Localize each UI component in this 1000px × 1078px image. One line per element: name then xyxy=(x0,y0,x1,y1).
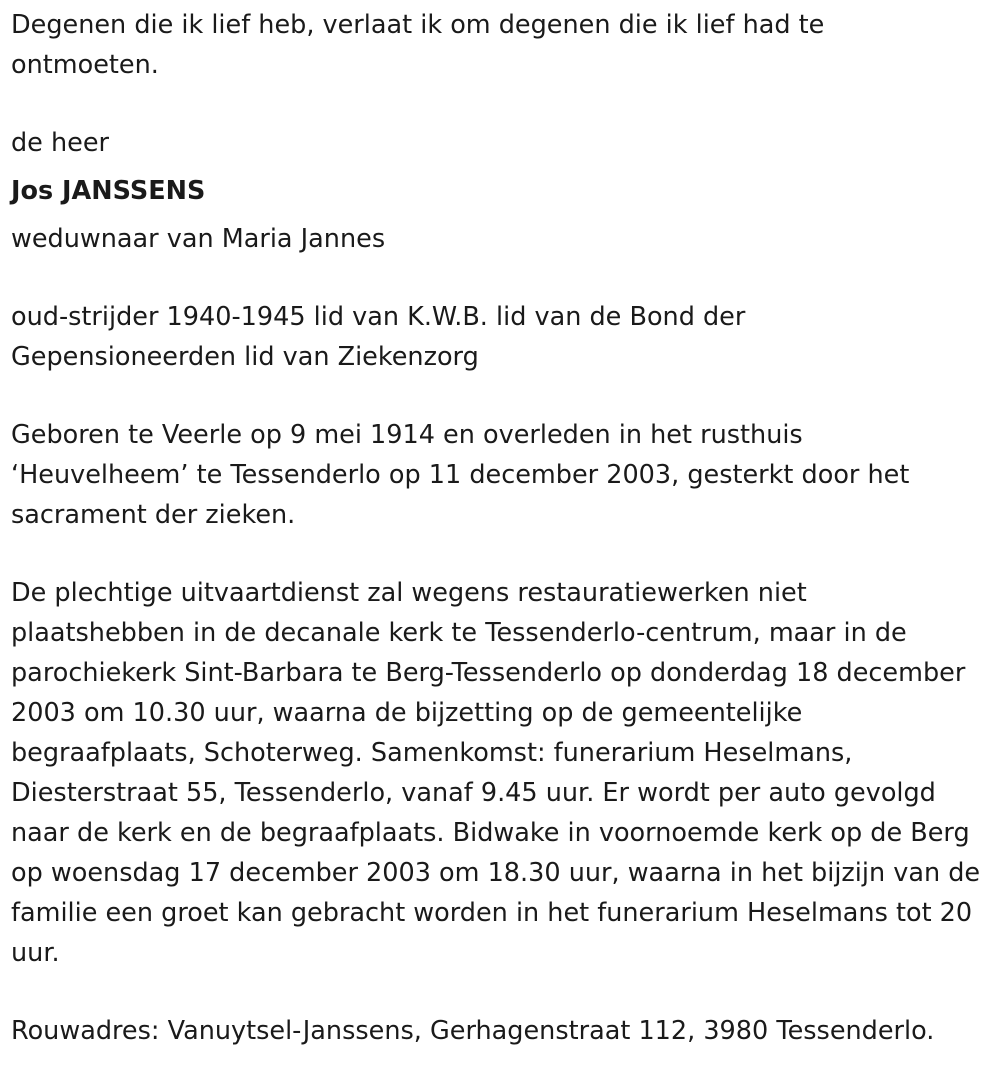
funeral-service-paragraph: De plechtige uitvaartdienst zal wegens restauratiewerken niet plaatshebben in de decanale kerk te Tessenderlo-centrum, maar in de parochiekerk Sint-Barbara te Berg-Tessenderlo op donderdag 18 december 2003 om 10.30 uur, waarna de bijzetting op de gemeentelijke begraafplaats, Schoterweg. Samenkomst: funerarium Heselmans, Diesterstraat 55, Tessenderlo, vanaf 9.45 uur. Er wordt per auto gevolgd naar de kerk en de begraafplaats. Bidwake in voornoemde kerk op de Berg op woensdag 17 december 2003 om 18.30 uur, waarna in het bijzijn van de familie een groet kan gebracht worden in het funerarium Heselmans tot 20 uur. xyxy=(11,578,981,968)
honorific-title: de heer xyxy=(11,128,110,158)
birth-death-paragraph: Geboren te Veerle op 9 mei 1914 en overleden in het rusthuis ‘Heuvelheem’ te Tessenderlo op 11 december 2003, gesterkt door het sacrament der zieken. xyxy=(11,420,910,530)
memberships-paragraph: oud-strijder 1940-1945 lid van K.W.B. lid van de Bond der Gepensioneerden lid van Ziekenzorg xyxy=(11,302,746,372)
mourning-address: Rouwadres: Vanuytsel-Janssens, Gerhagenstraat 112, 3980 Tessenderlo. xyxy=(11,1016,935,1046)
obituary-notice xyxy=(11,5,991,1051)
widower-line: weduwnaar van Maria Jannes xyxy=(11,224,386,254)
opening-quote: Degenen die ik lief heb, verlaat ik om degenen die ik lief had te ontmoeten. xyxy=(11,10,825,80)
deceased-name: Jos JANSSENS xyxy=(11,176,206,206)
